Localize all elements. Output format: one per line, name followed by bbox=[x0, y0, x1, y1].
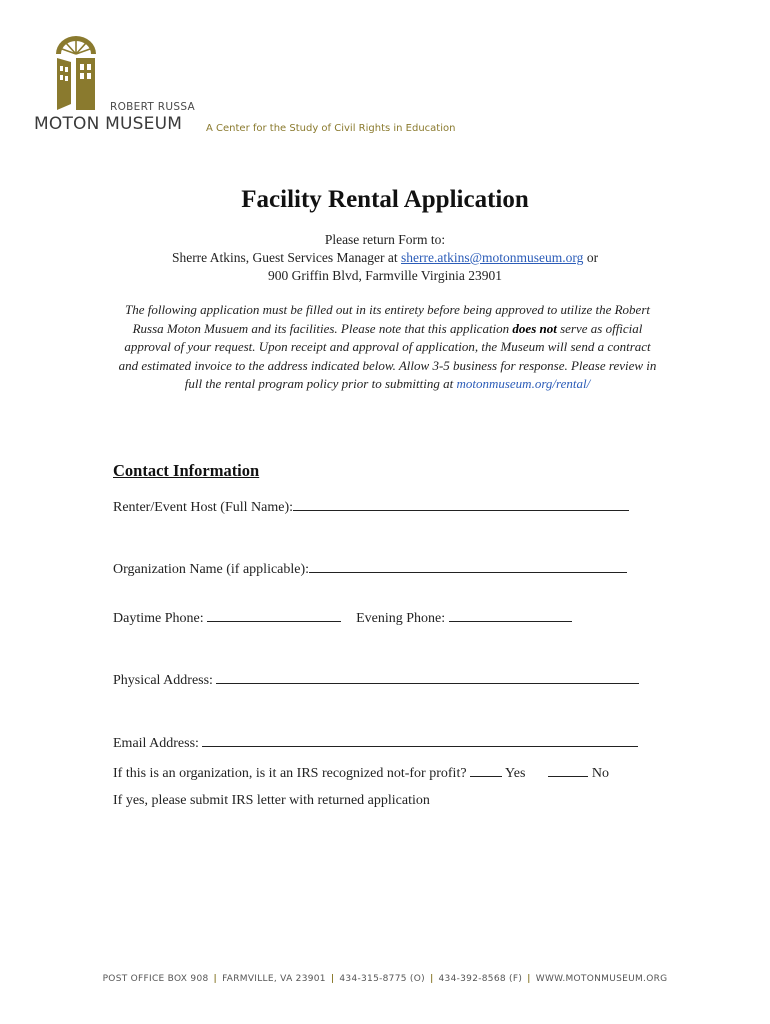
page-footer bbox=[0, 974, 770, 984]
physical-address-label: Physical Address: bbox=[113, 673, 213, 688]
intro-emphasis: does not bbox=[512, 320, 557, 336]
irs-yes-field[interactable] bbox=[470, 762, 502, 777]
renter-name-field[interactable] bbox=[293, 496, 629, 511]
irs-yes-label: Yes bbox=[505, 766, 526, 781]
contact-section-heading: Contact Information bbox=[113, 461, 260, 480]
footer-office-phone: 434-315-8775 (O) bbox=[339, 974, 425, 984]
irs-no-label: No bbox=[591, 766, 610, 781]
brand-tagline: A Center for the Study of Civil Rights in Education bbox=[206, 123, 456, 134]
irs-note: If yes, please submit IRS letter with returned application bbox=[113, 793, 430, 808]
phone-row bbox=[113, 607, 572, 627]
brand-name-small: ROBERT RUSSA bbox=[110, 101, 195, 113]
renter-label: Renter/Event Host (Full Name): bbox=[113, 500, 294, 515]
brand-name: MOTON MUSEUM bbox=[34, 114, 183, 134]
mailing-address: 900 Griffin Blvd, Farmville Virginia 23901 bbox=[268, 268, 502, 283]
email-address-field[interactable] bbox=[202, 732, 638, 747]
museum-logo bbox=[34, 34, 494, 144]
footer-separator: | bbox=[527, 974, 531, 984]
footer-website[interactable]: WWW.MOTONMUSEUM.ORG bbox=[535, 974, 668, 984]
contact-email-link[interactable]: sherre.atkins@motonmuseum.org bbox=[401, 250, 584, 265]
organization-name-field[interactable] bbox=[309, 558, 627, 573]
irs-question: If this is an organization, is it an IRS recognized not-for profit? bbox=[113, 766, 467, 781]
footer-separator: | bbox=[330, 974, 335, 984]
evening-phone-label: Evening Phone: bbox=[356, 611, 446, 626]
intro-text-2: serve as official approval of your request. Upon receipt and approval of application, the Museum will send a contract and estimated invoice to the address indicated below. Allow 3-5 business for response. Please review in full the rental program policy prior to submitting at bbox=[118, 320, 657, 391]
address-row bbox=[113, 669, 639, 689]
return-label: Please return Form to: bbox=[324, 232, 446, 247]
footer-city: FARMVILLE, VA 23901 bbox=[222, 974, 326, 984]
intro-text-1: The following application must be filled out in its entirety before being approved to utilize the Robert Russa Moton Musuem and its facilities. Please note that this application bbox=[125, 302, 650, 336]
footer-fax: 434-392-8568 (F) bbox=[438, 974, 523, 984]
intro-paragraph bbox=[115, 301, 660, 394]
physical-address-field[interactable] bbox=[216, 669, 639, 684]
email-address-label: Email Address: bbox=[113, 736, 199, 751]
irs-no-field[interactable] bbox=[548, 762, 588, 777]
footer-separator: | bbox=[429, 974, 434, 984]
irs-row bbox=[113, 762, 609, 782]
renter-row bbox=[113, 496, 629, 516]
email-row bbox=[113, 732, 638, 752]
evening-phone-field[interactable] bbox=[449, 607, 572, 622]
organization-label: Organization Name (if applicable): bbox=[113, 562, 310, 577]
contact-line bbox=[0, 250, 770, 266]
footer-po-box: POST OFFICE BOX 908 bbox=[102, 974, 209, 984]
footer-separator: | bbox=[213, 974, 218, 984]
page-title: Facility Rental Application bbox=[241, 186, 529, 213]
daytime-phone-field[interactable] bbox=[207, 607, 341, 622]
contact-suffix: or bbox=[586, 250, 599, 265]
contact-prefix: Sherre Atkins, Guest Services Manager at bbox=[171, 250, 398, 265]
building-door-icon bbox=[54, 34, 98, 112]
organization-row bbox=[113, 558, 627, 578]
daytime-phone-label: Daytime Phone: bbox=[113, 611, 204, 626]
rental-policy-link[interactable]: motonmuseum.org/rental/ bbox=[456, 376, 591, 391]
